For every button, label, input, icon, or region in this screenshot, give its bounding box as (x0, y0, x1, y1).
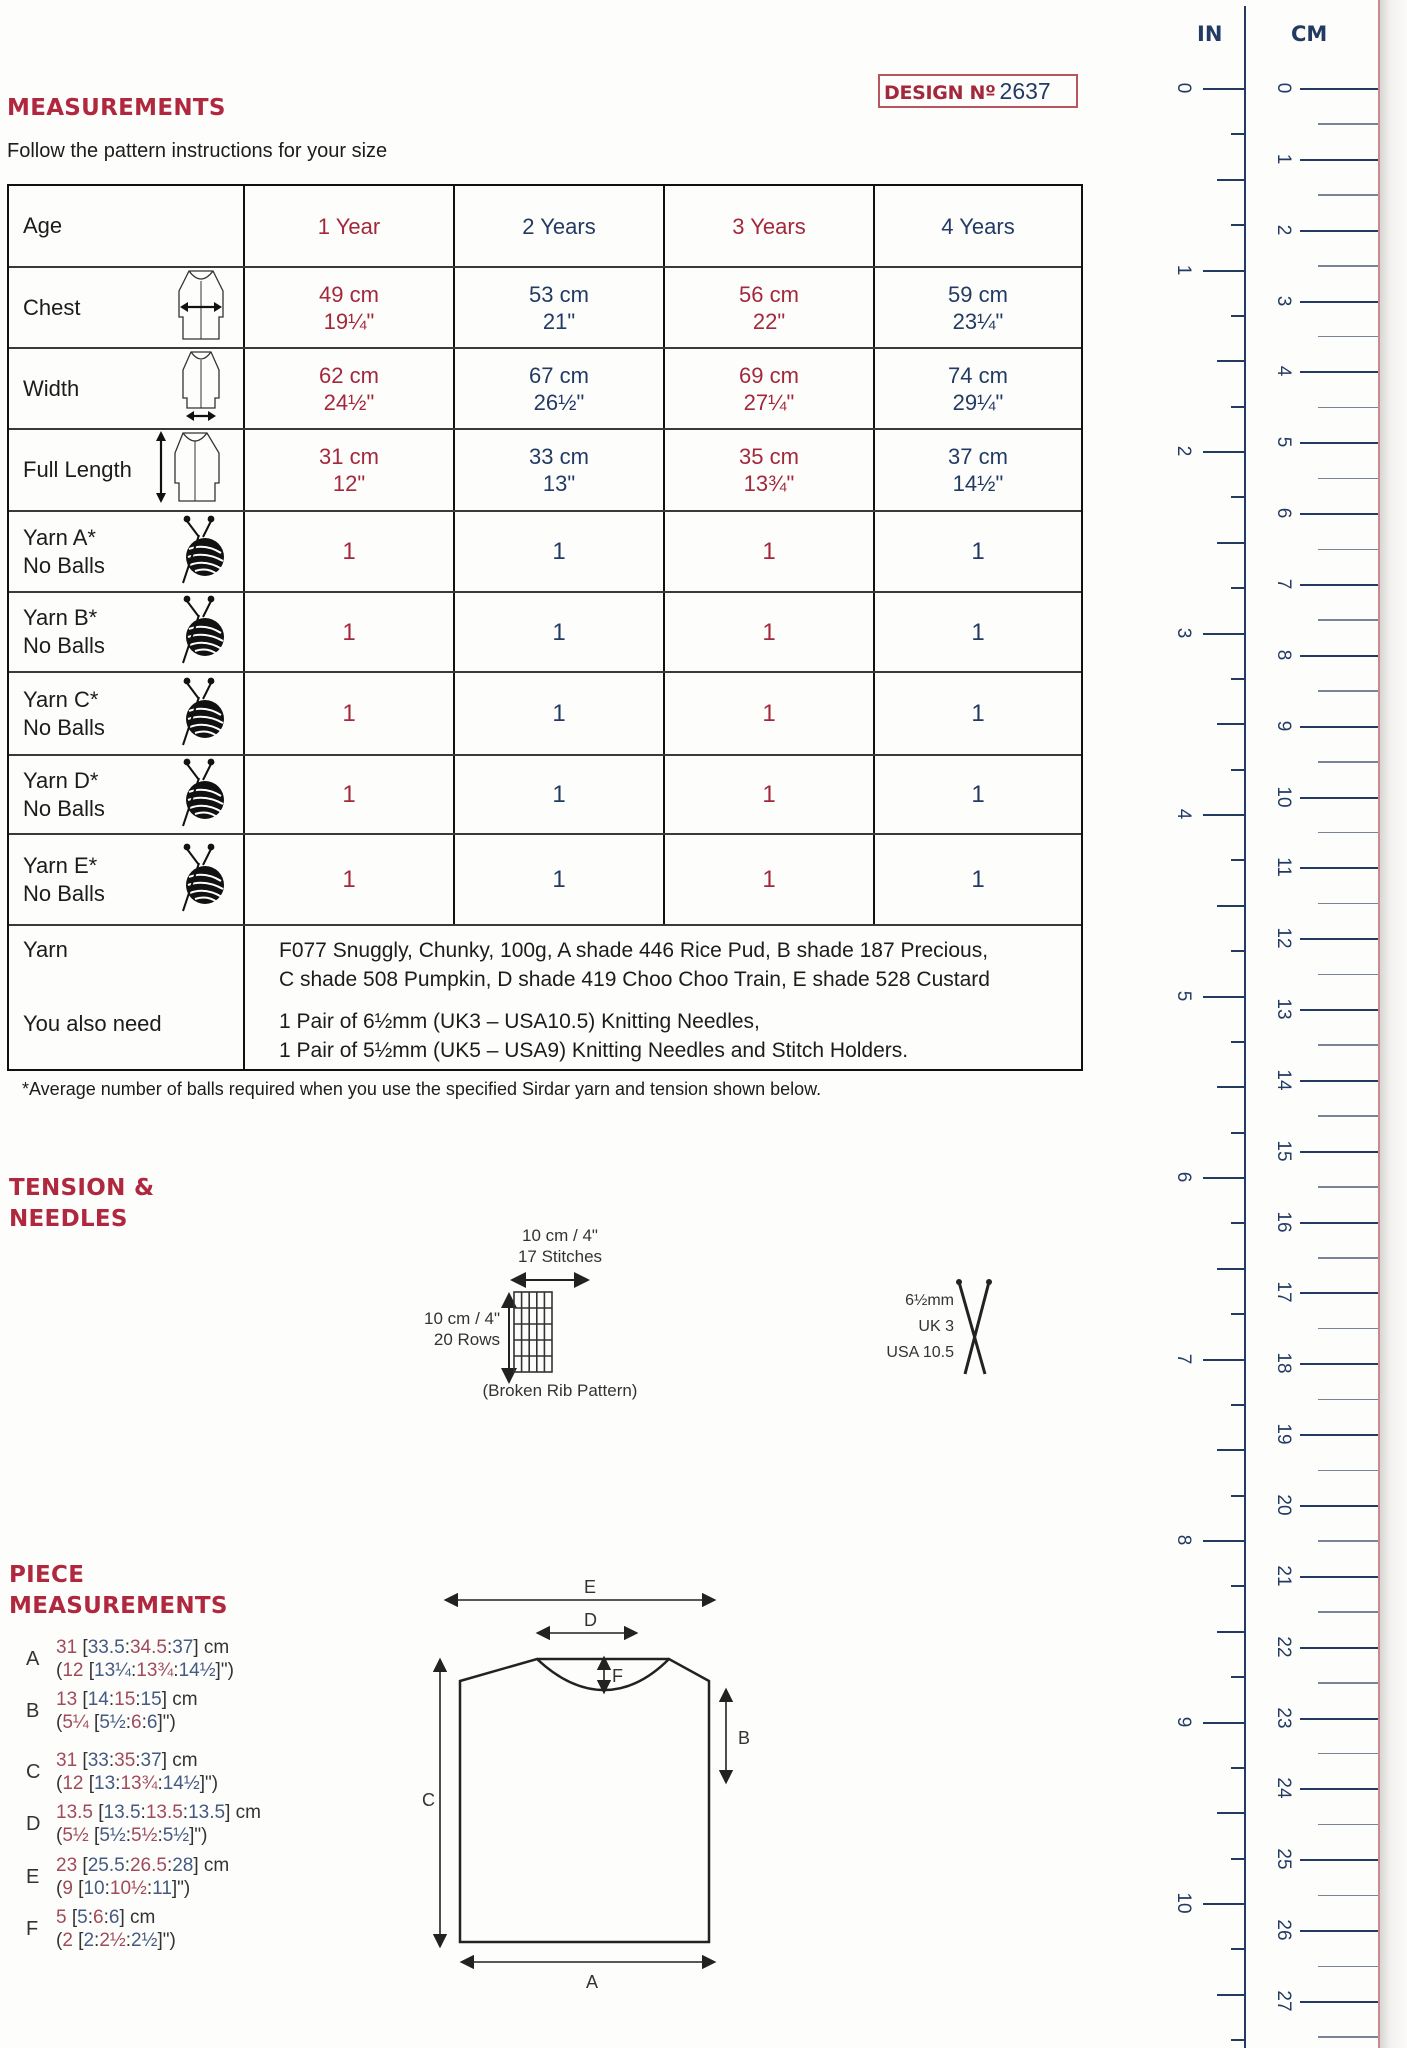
inch-tick (1231, 1313, 1245, 1315)
inch-tick (1231, 1676, 1245, 1678)
cm-tick-label: 26 (1273, 1919, 1294, 1941)
ball-count-cell: 1 (665, 512, 875, 591)
yarn-row-sublabel: No Balls (23, 552, 105, 578)
measurement-cell (665, 430, 875, 510)
tension-stitches: 17 Stitches (517, 1247, 603, 1266)
size-header: 4 Years (941, 213, 1015, 239)
cm-tick (1300, 584, 1378, 586)
inch-ruler-spine (1244, 6, 1246, 2048)
half-cm-tick (1318, 832, 1378, 834)
measurement-cm: 33 cm (529, 444, 589, 469)
ball-count-cell: 1 (455, 756, 665, 833)
piece-cm: 31 [33.5:34.5:37] cm (56, 1637, 230, 1658)
inch-tick (1231, 1858, 1245, 1860)
inch-tick (1203, 996, 1245, 998)
cm-tick (1300, 655, 1378, 657)
measurement-inches: 14½" (952, 471, 1004, 496)
ball-count-cell: 1 (971, 781, 985, 808)
piece-inches: (2 [2:2½:2½]") (56, 1930, 176, 1951)
needles-line-1: 1 Pair of 6½mm (UK3 – USA10.5) Knitting Needles, (279, 1010, 760, 1033)
cm-tick-label: 4 (1273, 366, 1294, 377)
inch-tick (1203, 1177, 1245, 1179)
cm-tick-label: 0 (1273, 82, 1294, 94)
cm-tick-label: 10 (1273, 785, 1294, 808)
measurement-cell (875, 268, 1081, 347)
inch-tick-label: 10 (1173, 1892, 1194, 1914)
piece-letter: D (26, 1813, 41, 1835)
cm-tick-label: 27 (1273, 1990, 1294, 2012)
cm-tick-label: 21 (1273, 1565, 1294, 1587)
tension-heading-line1: TENSION & (9, 1175, 155, 1201)
measurement-cm: 67 cm (529, 362, 589, 388)
yarn-line-2: C shade 508 Pumpkin, D shade 419 Choo Choo Train, E shade 528 Custard (279, 968, 990, 991)
yarn-label: Yarn (23, 937, 68, 962)
knitting-needles-icon (955, 1278, 995, 1378)
measurement-inches: 22" (752, 308, 786, 334)
inch-tick-label: 0 (1173, 82, 1194, 94)
age-label: Age (23, 213, 63, 238)
cm-tick-label: 1 (1273, 153, 1294, 165)
inch-tick (1231, 1132, 1245, 1134)
inch-tick (1217, 905, 1245, 907)
cardigan-width-icon (177, 350, 225, 428)
size-header: 3 Years (665, 186, 875, 266)
inch-tick (1217, 542, 1245, 544)
tension-rows: 20 Rows (433, 1330, 500, 1349)
inch-tick-label: 7 (1173, 1353, 1194, 1364)
inch-tick (1231, 496, 1245, 498)
piece-inches: (12 [13¼:13¾:14½]") (56, 1660, 234, 1681)
ball-count-cell: 1 (245, 593, 455, 671)
measurement-cell (665, 268, 875, 347)
inch-tick (1203, 451, 1245, 453)
inch-tick (1203, 1540, 1245, 1542)
inch-tick (1231, 678, 1245, 680)
piece-inches: (9 [10:10½:11]") (56, 1878, 191, 1899)
cm-tick-label: 11 (1273, 857, 1294, 878)
inch-tick (1203, 1722, 1245, 1724)
yarn-row-sublabel: No Balls (23, 633, 105, 658)
cm-tick-label: 3 (1273, 295, 1294, 306)
ball-count-cell: 1 (971, 700, 985, 727)
inch-tick (1217, 1268, 1245, 1270)
cardigan-length-icon (153, 429, 225, 511)
diagram-label-F: F (612, 1666, 623, 1686)
piece-letter: F (26, 1918, 39, 1940)
cm-tick (1300, 2001, 1378, 2003)
inch-tick (1231, 1041, 1245, 1043)
measurement-cm: 62 cm (319, 362, 379, 388)
yarn-row-sublabel: No Balls (23, 714, 105, 740)
tension-height-measure: 10 cm / 4" (424, 1309, 500, 1328)
measurement-inches: 26½" (533, 389, 585, 415)
needle-usa: USA 10.5 (886, 1344, 954, 1361)
piece-letter: A (26, 1648, 40, 1670)
size-header: 1 Year (245, 186, 455, 266)
tension-heading (9, 1173, 154, 1235)
table-row-yarn (9, 756, 1081, 835)
inch-tick (1217, 1449, 1245, 1451)
inch-tick (1231, 587, 1245, 589)
table-row-yarn (9, 835, 1081, 926)
yarn-ball-needles-icon (177, 513, 225, 591)
ball-count-cell: 1 (971, 538, 985, 565)
inch-tick (1231, 1495, 1245, 1497)
measurement-inches: 29¼" (952, 389, 1004, 415)
measurement-inches: 13¾" (743, 471, 795, 496)
cm-tick-label: 23 (1273, 1706, 1294, 1729)
table-header-row (9, 186, 1081, 268)
piece-cm: 13.5 [13.5:13.5:13.5] cm (56, 1802, 261, 1823)
inch-tick (1203, 88, 1245, 90)
diagram-label-E: E (584, 1577, 597, 1597)
cm-tick-label: 5 (1273, 436, 1294, 448)
measurement-cell (245, 430, 455, 510)
table-row-chest (9, 268, 1081, 349)
piece-letter: B (26, 1700, 40, 1722)
ball-count-cell: 1 (455, 512, 665, 591)
cm-tick (1300, 867, 1378, 869)
piece-cm: 13 [14:15:15] cm (56, 1689, 198, 1710)
measurement-cm: 56 cm (739, 281, 799, 307)
cm-tick-label: 17 (1273, 1281, 1294, 1303)
cm-tick (1300, 726, 1378, 728)
cm-tick (1300, 1292, 1378, 1294)
half-cm-tick (1318, 123, 1378, 125)
inch-tick (1203, 633, 1245, 635)
half-cm-tick (1318, 194, 1378, 196)
measurement-cm: 31 cm (319, 444, 379, 469)
measurement-cell (875, 349, 1081, 428)
inch-tick (1203, 814, 1245, 816)
needles-line-2: 1 Pair of 5½mm (UK5 – USA9) Knitting Needles and Stitch Holders. (279, 1039, 909, 1062)
yarn-ball-needles-icon (177, 841, 225, 919)
inch-tick-label: 1 (1173, 264, 1194, 275)
inch-tick-label: 6 (1173, 1171, 1194, 1183)
half-cm-tick (1318, 1824, 1378, 1826)
inch-tick (1217, 1631, 1245, 1633)
measurement-cell (245, 268, 455, 347)
cm-tick (1300, 442, 1378, 444)
inch-tick (1217, 179, 1245, 181)
half-cm-tick (1318, 1753, 1378, 1755)
row-label: Full Length (23, 457, 132, 482)
inch-tick-label: 8 (1173, 1534, 1194, 1546)
half-cm-tick (1318, 690, 1378, 692)
ball-count-cell: 1 (455, 593, 665, 671)
piece-measurements-list (0, 1636, 320, 1966)
measurement-inches: 24½" (323, 389, 375, 415)
piece-inches: (5¼ [5½:6:6]") (56, 1712, 176, 1733)
cm-tick (1300, 1363, 1378, 1365)
half-cm-tick (1318, 1257, 1378, 1259)
ball-count-cell: 1 (245, 835, 455, 924)
inch-tick (1217, 1086, 1245, 1088)
row-label: Chest (23, 294, 81, 320)
piece-cm: 5 [5:6:6] cm (56, 1907, 156, 1928)
ball-count-cell: 1 (665, 673, 875, 754)
cm-tick-label: 20 (1273, 1494, 1294, 1516)
inch-tick (1231, 1404, 1245, 1406)
yarn-row-sublabel: No Balls (23, 795, 105, 821)
inch-tick (1231, 1948, 1245, 1950)
cm-tick (1300, 301, 1378, 303)
cm-ruler-label: CM (1291, 22, 1328, 46)
cm-tick (1300, 1930, 1378, 1932)
needle-uk: UK 3 (918, 1318, 954, 1335)
inch-tick-label: 3 (1173, 627, 1194, 638)
yarn-row-sublabel: No Balls (23, 880, 105, 906)
inch-tick-label: 4 (1173, 808, 1194, 820)
tension-pattern: (Broken Rib Pattern) (482, 1381, 638, 1400)
cm-tick (1300, 230, 1378, 232)
half-cm-tick (1318, 478, 1378, 480)
cm-tick-label: 15 (1273, 1140, 1294, 1162)
table-row-yarn (9, 512, 1081, 593)
ball-count-cell: 1 (245, 756, 455, 833)
inch-tick (1231, 406, 1245, 408)
inch-tick (1217, 360, 1245, 362)
cm-tick (1300, 1647, 1378, 1649)
half-cm-tick (1318, 549, 1378, 551)
piece-heading-line1: PIECE (9, 1562, 85, 1588)
cm-tick-label: 6 (1273, 507, 1294, 519)
yarn-row-label: Yarn B* (23, 605, 98, 630)
piece-heading-line2: MEASUREMENTS (9, 1593, 228, 1619)
yarn-row-label: Yarn E* (23, 852, 98, 878)
inch-tick (1231, 133, 1245, 135)
footnote: *Average number of balls required when you use the specified Sirdar yarn and tension shown below. (22, 1079, 822, 1099)
ball-count-cell: 1 (665, 756, 875, 833)
yarn-row-label: Yarn A* (23, 524, 96, 550)
yarn-ball-needles-icon (177, 756, 225, 834)
inch-tick-label: 9 (1173, 1716, 1194, 1727)
design-number: 2637 (999, 78, 1051, 104)
measurement-inches: 21" (542, 308, 576, 334)
cm-tick-label: 12 (1273, 927, 1294, 949)
piece-letter: C (26, 1761, 41, 1783)
half-cm-tick (1318, 336, 1378, 338)
half-cm-tick (1318, 2036, 1378, 2038)
ball-count-cell: 1 (971, 866, 985, 893)
measurement-cm: 59 cm (948, 281, 1008, 307)
half-cm-tick (1318, 619, 1378, 621)
measurement-inches: 12" (332, 471, 366, 496)
inch-tick (1203, 1903, 1245, 1905)
diagram-label-C: C (422, 1790, 435, 1810)
piece-measurements-heading (9, 1560, 228, 1622)
also-need-label: You also need (23, 1011, 162, 1036)
inch-tick (1231, 950, 1245, 952)
cm-tick (1300, 1222, 1378, 1224)
cm-tick (1300, 371, 1378, 373)
inch-tick (1217, 1812, 1245, 1814)
measurements-subtitle: Follow the pattern instructions for your size (7, 140, 388, 162)
tension-width-label (470, 1225, 650, 1267)
cm-tick-label: 24 (1273, 1777, 1294, 1799)
diagram-label-B: B (738, 1728, 751, 1748)
yarn-row-label: Yarn C* (23, 686, 99, 712)
row-label: Width (23, 375, 80, 401)
measurement-cell (665, 349, 875, 428)
measurement-cm: 53 cm (529, 281, 589, 307)
inch-tick (1203, 270, 1245, 272)
ball-count-cell: 1 (971, 618, 985, 646)
half-cm-tick (1318, 1540, 1378, 1542)
measurement-cm: 37 cm (948, 444, 1008, 469)
tension-swatch-grid-icon (500, 1270, 610, 1385)
cm-tick-label: 18 (1273, 1352, 1294, 1374)
yarn-ball-needles-icon (177, 593, 225, 671)
inch-tick (1217, 723, 1245, 725)
inch-tick-label: 2 (1173, 445, 1194, 457)
tension-height-label (400, 1308, 500, 1350)
half-cm-tick (1318, 1682, 1378, 1684)
needle-sizes (870, 1288, 954, 1366)
ball-count-cell: 1 (665, 835, 875, 924)
half-cm-tick (1318, 903, 1378, 905)
ruler-edge-line (1378, 0, 1380, 2048)
garment-outline (460, 1659, 709, 1942)
ball-count-cell: 1 (245, 673, 455, 754)
measurement-cm: 69 cm (739, 362, 799, 388)
table-row-full-length (9, 430, 1081, 512)
measurement-cell (245, 349, 455, 428)
size-table (7, 184, 1083, 1071)
cm-tick (1300, 88, 1378, 90)
inch-tick-label: 5 (1173, 990, 1194, 1001)
half-cm-tick (1318, 1115, 1378, 1117)
cm-tick-label: 22 (1273, 1636, 1294, 1658)
half-cm-tick (1318, 1966, 1378, 1968)
measurement-inches: 27¼" (743, 389, 795, 415)
cm-tick (1300, 1718, 1378, 1720)
diagram-label-D: D (584, 1610, 597, 1630)
half-cm-tick (1318, 1044, 1378, 1046)
measurement-cm: 35 cm (739, 444, 799, 469)
page-edge-shadow (1380, 0, 1407, 2048)
measurement-cm: 74 cm (948, 362, 1008, 388)
garment-schematic-diagram (420, 1570, 760, 1990)
ball-count-cell: 1 (665, 593, 875, 671)
inch-tick (1231, 1767, 1245, 1769)
inch-tick (1203, 1359, 1245, 1361)
needle-mm: 6½mm (905, 1292, 954, 1309)
half-cm-tick (1318, 1186, 1378, 1188)
cardigan-chest-icon (177, 269, 225, 347)
tension-width-measure: 10 cm / 4" (522, 1226, 598, 1245)
table-row-width (9, 349, 1081, 430)
yarn-row-label: Yarn D* (23, 767, 99, 793)
yarn-line-1: F077 Snuggly, Chunky, 100g, A shade 446 Rice Pud, B shade 187 Precious, (279, 939, 989, 962)
cm-tick (1300, 159, 1378, 161)
cm-tick-label: 7 (1273, 578, 1294, 590)
inch-tick (1217, 1994, 1245, 1996)
tension-heading-line2: NEEDLES (9, 1206, 128, 1232)
measurement-inches: 23¼" (952, 308, 1004, 334)
cm-tick (1300, 797, 1378, 799)
measurement-cell (875, 430, 1081, 510)
cm-tick (1300, 1859, 1378, 1861)
inch-tick (1231, 859, 1245, 861)
ball-count-cell: 1 (455, 673, 665, 754)
cm-tick-label: 2 (1273, 224, 1294, 235)
yarn-details-row (9, 926, 1081, 1071)
yarn-ball-needles-icon (177, 675, 225, 753)
measurements-heading: MEASUREMENTS (7, 95, 226, 121)
inch-ruler-label: IN (1197, 22, 1223, 46)
half-cm-tick (1318, 1611, 1378, 1613)
inch-tick (1231, 315, 1245, 317)
piece-inches: (12 [13:13¾:14½]") (56, 1773, 219, 1794)
measurement-cell (455, 430, 665, 510)
half-cm-tick (1318, 1895, 1378, 1897)
piece-cm: 31 [33:35:37] cm (56, 1750, 198, 1771)
ball-count-cell: 1 (245, 512, 455, 591)
measurement-inches: 19¼" (323, 308, 375, 334)
cm-tick (1300, 1505, 1378, 1507)
half-cm-tick (1318, 974, 1378, 976)
cm-tick-label: 16 (1273, 1211, 1294, 1233)
cm-tick (1300, 1788, 1378, 1790)
cm-tick-label: 25 (1273, 1848, 1294, 1870)
half-cm-tick (1318, 265, 1378, 267)
cm-tick (1300, 513, 1378, 515)
cm-tick-label: 9 (1273, 720, 1294, 731)
cm-tick (1300, 938, 1378, 940)
measurement-cell (455, 268, 665, 347)
half-cm-tick (1318, 1399, 1378, 1401)
design-number-box (878, 74, 1078, 108)
cm-tick-label: 8 (1273, 649, 1294, 661)
table-row-yarn (9, 593, 1081, 673)
measurement-cell (455, 349, 665, 428)
half-cm-tick (1318, 407, 1378, 409)
inch-tick (1231, 1222, 1245, 1224)
piece-letter: E (26, 1866, 40, 1888)
half-cm-tick (1318, 761, 1378, 763)
inch-tick (1231, 224, 1245, 226)
cm-tick-label: 19 (1273, 1423, 1294, 1445)
design-label: DESIGN Nº (884, 82, 996, 104)
diagram-label-A: A (586, 1972, 599, 1990)
ball-count-cell: 1 (455, 835, 665, 924)
inch-tick (1231, 1585, 1245, 1587)
piece-cm: 23 [25.5:26.5:28] cm (56, 1855, 230, 1876)
cm-tick (1300, 1576, 1378, 1578)
size-header: 2 Years (455, 186, 665, 266)
measurement-inches: 13" (542, 471, 576, 496)
cm-tick (1300, 1434, 1378, 1436)
measurement-cm: 49 cm (319, 281, 379, 307)
cm-tick-label: 13 (1273, 998, 1294, 1020)
inch-tick (1231, 2039, 1245, 2041)
piece-inches: (5½ [5½:5½:5½]") (56, 1825, 208, 1846)
table-row-yarn (9, 673, 1081, 756)
half-cm-tick (1318, 1328, 1378, 1330)
half-cm-tick (1318, 1470, 1378, 1472)
cm-tick (1300, 1080, 1378, 1082)
cm-tick (1300, 1009, 1378, 1011)
cm-tick (1300, 1151, 1378, 1153)
cm-tick-label: 14 (1273, 1069, 1294, 1091)
inch-tick (1231, 769, 1245, 771)
